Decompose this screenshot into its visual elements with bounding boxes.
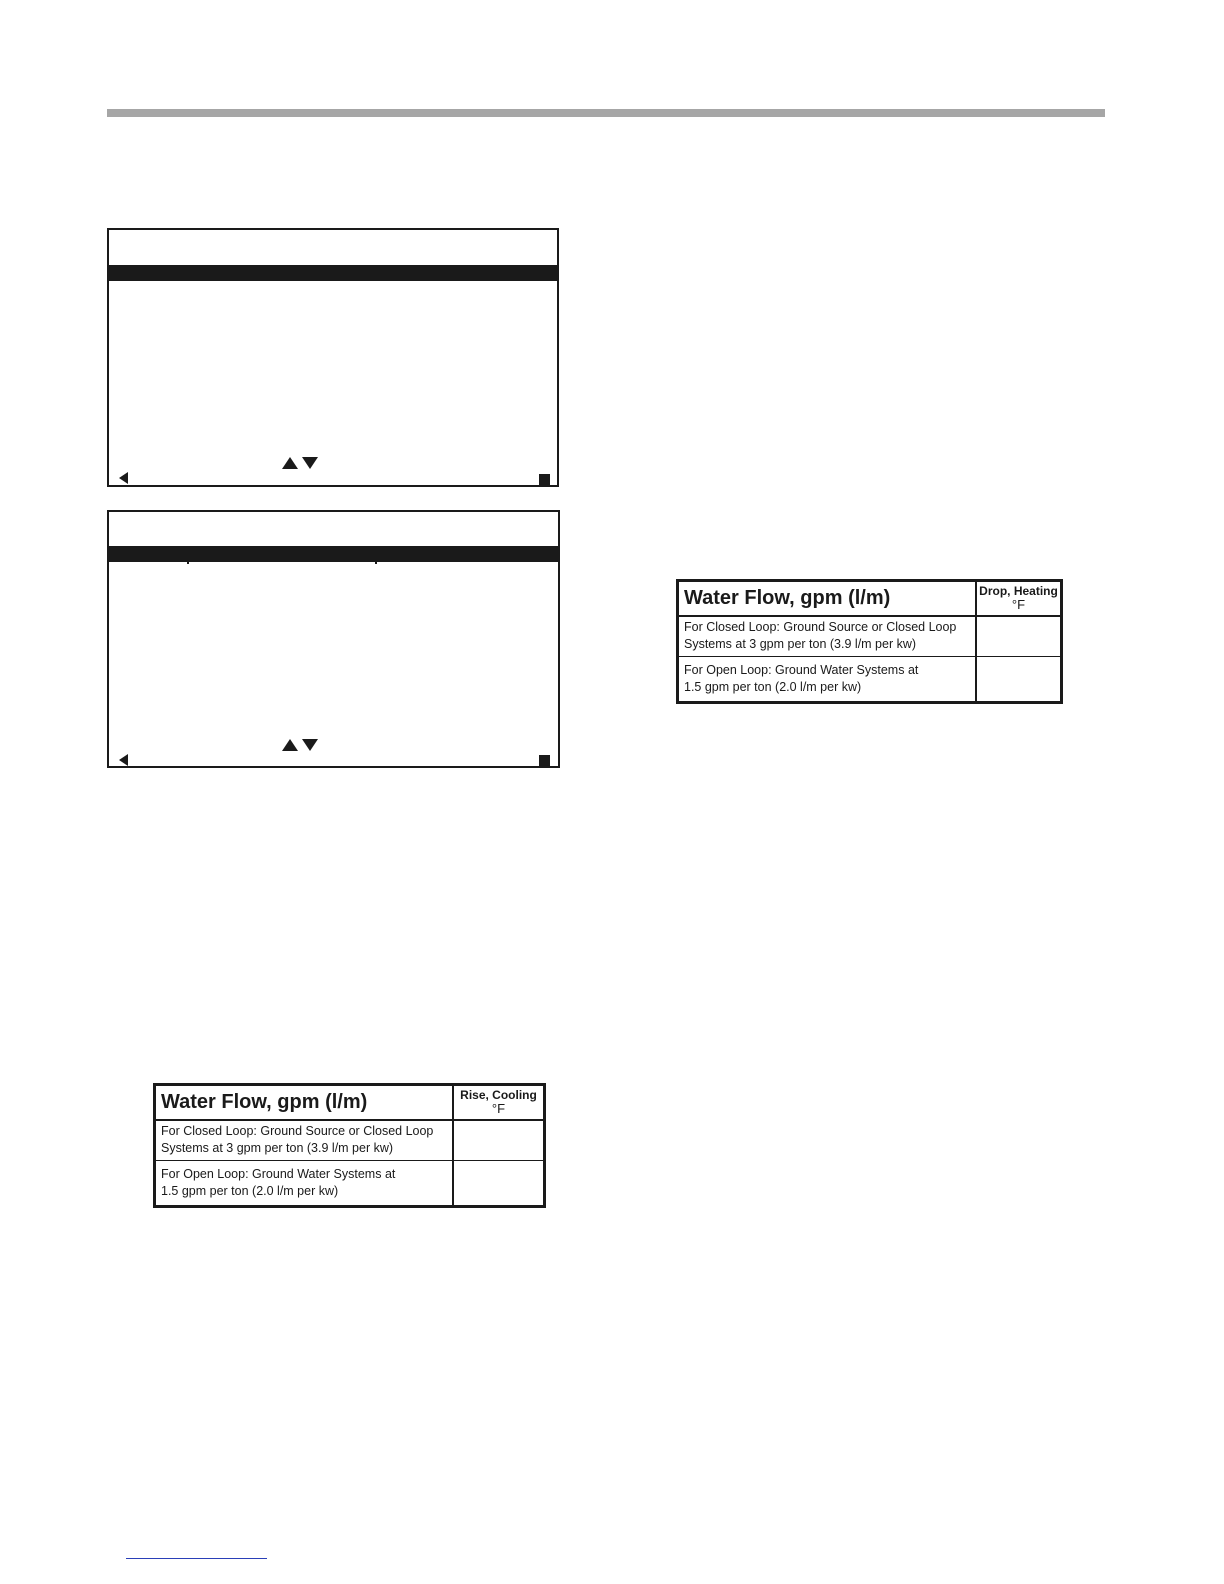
table-cell-value: [453, 1161, 545, 1207]
table-row-label: [678, 657, 977, 703]
table-title: Water Flow, gpm (l/m): [155, 1085, 454, 1120]
column-header: [453, 1085, 545, 1120]
down-arrow-icon[interactable]: [302, 739, 318, 751]
column-header: [976, 581, 1062, 616]
screen-1: [107, 228, 559, 487]
column-divider: [187, 546, 189, 564]
row-line: For Closed Loop: Ground Source or Closed Loop: [684, 620, 957, 635]
scroll-arrows: [282, 739, 318, 751]
row-line: 1.5 gpm per ton (2.0 l/m per kw): [684, 680, 862, 694]
column-header-label: Drop, Heating: [979, 584, 1058, 599]
heating-water-flow-table: [676, 579, 1063, 704]
row-line: 1.5 gpm per ton (2.0 l/m per kw): [161, 1184, 339, 1198]
table-row-label: [155, 1120, 454, 1161]
column-header-label: Rise, Cooling: [460, 1088, 537, 1103]
row-line: For Open Loop: Ground Water Systems at: [684, 663, 919, 677]
footer-link-underline[interactable]: [126, 1558, 267, 1559]
top-rule: [107, 109, 1105, 117]
column-unit: °F: [1011, 597, 1026, 613]
row-line: Systems at 3 gpm per ton (3.9 l/m per kw): [161, 1141, 394, 1156]
cooling-water-flow-table: [153, 1083, 546, 1208]
stop-square-icon[interactable]: [539, 755, 550, 766]
screen-2: [107, 510, 560, 768]
stop-square-icon[interactable]: [539, 474, 550, 485]
scroll-arrows: [282, 457, 318, 469]
back-arrow-icon[interactable]: [119, 754, 128, 766]
table-row-label: [155, 1161, 454, 1207]
up-arrow-icon[interactable]: [282, 457, 298, 469]
table-row-label: [678, 616, 977, 657]
table-cell-value: [453, 1120, 545, 1161]
table-cell-value: [976, 657, 1062, 703]
row-line: For Open Loop: Ground Water Systems at: [161, 1167, 396, 1181]
up-arrow-icon[interactable]: [282, 739, 298, 751]
column-divider: [375, 546, 377, 564]
down-arrow-icon[interactable]: [302, 457, 318, 469]
back-arrow-icon[interactable]: [119, 472, 128, 484]
row-line: Systems at 3 gpm per ton (3.9 l/m per kw): [684, 637, 917, 652]
table-cell-value: [976, 616, 1062, 657]
screen-header-bar: [109, 265, 557, 281]
column-unit: °F: [491, 1101, 506, 1117]
row-line: For Closed Loop: Ground Source or Closed Loop: [161, 1124, 434, 1139]
table-title: Water Flow, gpm (l/m): [678, 581, 977, 616]
screen-header-bar: [109, 546, 558, 562]
